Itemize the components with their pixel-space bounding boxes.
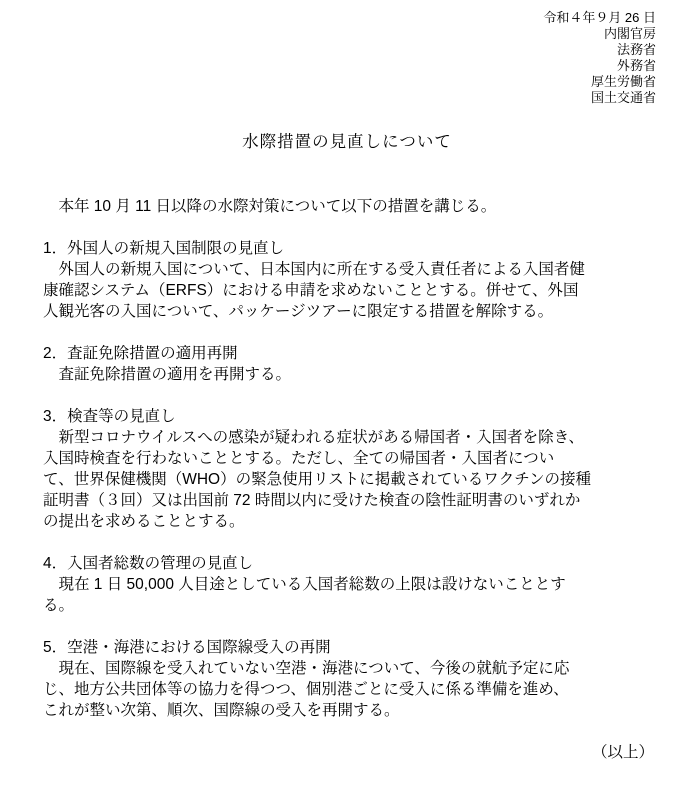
intro-paragraph: 本年 10 月 11 日以降の水際対策について以下の措置を講じる。 <box>43 198 497 215</box>
issuing-agency-ministry-of-justice: 法務省 <box>616 42 656 57</box>
section-4-heading: 4．入国者総数の管理の見直し <box>43 555 254 572</box>
section-4 <box>43 553 654 616</box>
issuing-agency-ministry-of-health-labour-welfare: 厚生労働省 <box>590 74 656 89</box>
section-5 <box>43 637 654 721</box>
section-2 <box>43 343 654 385</box>
section-1 <box>43 238 654 322</box>
section-4-body: 現在 1 日 50,000 人目途としている入国者総数の上限は設けないこととす る。 <box>43 576 566 614</box>
section-3-body: 新型コロナウイルスへの感染が疑われる症状がある帰国者・入国者を除き、 入国時検査を行わないこととする。ただし、全ての帰国者・入国者につい て、世界保健機関（WHO）の緊急使用リストに掲載されているワクチンの接種 証明書（３回）又は出国前 72 時間以内に受けた検査の陰性証明書のいずれか の提出を求めることとする。 <box>43 429 591 530</box>
section-5-heading: 5．空港・海港における国際線受入の再開 <box>43 639 331 656</box>
section-1-body: 外国人の新規入国について、日本国内に所在する受入責任者による入国者健 康確認システム（ERFS）における申請を求めないこととする。併せて、外国 人観光客の入国について、パッケージツアーに限定する措置を解除する。 <box>43 261 585 320</box>
issuing-agency-ministry-of-foreign-affairs: 外務省 <box>616 58 656 73</box>
document-title: 水際措置の見直しについて <box>242 133 452 151</box>
section-1-heading: 1．外国人の新規入国制限の見直し <box>43 240 285 257</box>
closing-ijou: （以上） <box>591 744 654 761</box>
document-date: 令和４年９月 26 日 <box>543 10 656 25</box>
document-body <box>43 196 654 763</box>
section-3 <box>43 406 654 532</box>
section-2-heading: 2．査証免除措置の適用再開 <box>43 345 238 362</box>
section-3-heading: 3．検査等の見直し <box>43 408 176 425</box>
document-header <box>0 0 694 106</box>
issuing-agency-ministry-of-land-infrastructure-transport: 国土交通省 <box>590 90 656 105</box>
issuing-agency-cabinet-secretariat: 内閣官房 <box>603 26 656 41</box>
section-5-body: 現在、国際線を受入れていない空港・海港について、今後の就航予定に応 じ、地方公共団体等の協力を得つつ、個別港ごとに受入に係る準備を進め、 これが整い次第、順次、国際線の受入を再開する。 <box>43 660 570 719</box>
section-2-body: 査証免除措置の適用を再開する。 <box>43 366 292 383</box>
